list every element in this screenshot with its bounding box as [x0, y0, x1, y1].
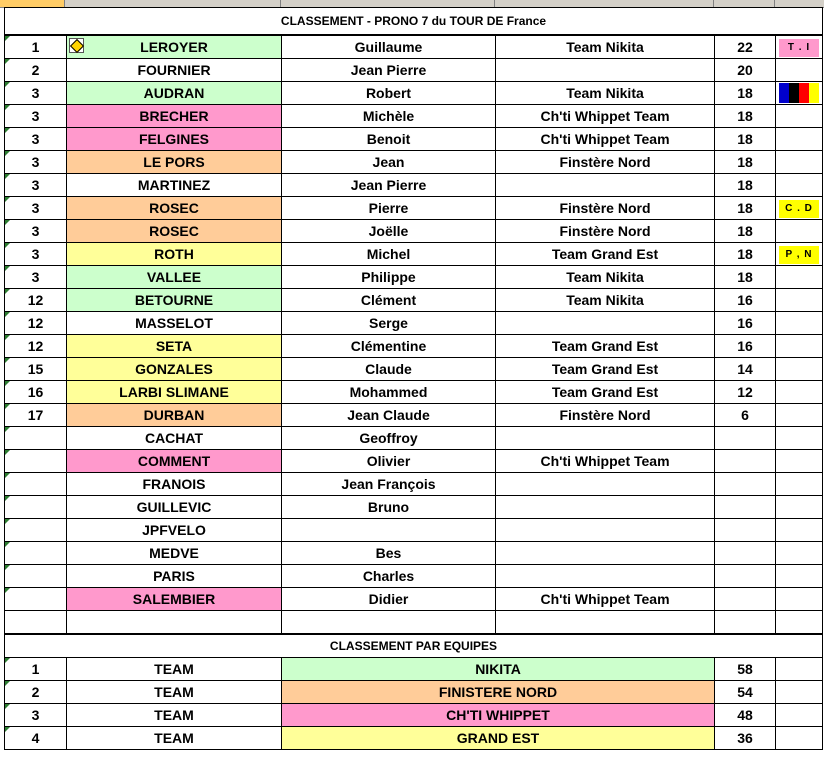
table-row: [5, 381, 823, 404]
table-row: [5, 565, 823, 588]
rank-cell[interactable]: 3: [5, 105, 67, 128]
points-cell[interactable]: 20: [715, 59, 776, 82]
cell-note-marker: [5, 404, 10, 409]
table-row: [5, 427, 823, 450]
page-title: CLASSEMENT - PRONO 7 du TOUR DE France: [5, 8, 823, 36]
badge-cell[interactable]: [776, 197, 823, 220]
team-cell[interactable]: [496, 565, 715, 588]
team-name-cell[interactable]: FINISTERE NORD: [282, 681, 715, 704]
first-name-cell[interactable]: Robert: [282, 82, 496, 105]
team-label-cell[interactable]: TEAM: [67, 658, 282, 681]
team-rank-cell[interactable]: 3: [5, 704, 67, 727]
table-row: [5, 174, 823, 197]
team-cell[interactable]: [496, 312, 715, 335]
badge-cell[interactable]: [776, 496, 823, 519]
team-cell[interactable]: Ch'ti Whippet Team: [496, 450, 715, 473]
rank-cell[interactable]: 16: [5, 381, 67, 404]
cell-note-marker: [5, 450, 10, 455]
team-extra-cell[interactable]: [776, 681, 823, 704]
rank-cell[interactable]: 3: [5, 174, 67, 197]
rank-cell[interactable]: 3: [5, 243, 67, 266]
first-name-cell[interactable]: Charles: [282, 565, 496, 588]
name-cell[interactable]: VALLEE: [67, 266, 282, 289]
rank-cell[interactable]: [5, 519, 67, 542]
points-cell[interactable]: [715, 565, 776, 588]
rank-cell[interactable]: 3: [5, 128, 67, 151]
table-row: [5, 542, 823, 565]
first-name-cell[interactable]: Jean Pierre: [282, 174, 496, 197]
cell-note-marker: [5, 727, 10, 732]
badge-cell[interactable]: [776, 243, 823, 266]
jersey-badge: C . D: [779, 200, 819, 218]
team-cell[interactable]: [496, 59, 715, 82]
badge-cell[interactable]: [776, 519, 823, 542]
name-cell[interactable]: AUDRAN: [67, 82, 282, 105]
rank-cell[interactable]: 17: [5, 404, 67, 427]
team-cell[interactable]: Finstère Nord: [496, 220, 715, 243]
badge-cell[interactable]: [776, 266, 823, 289]
rank-cell[interactable]: 3: [5, 220, 67, 243]
team-cell[interactable]: Team Nikita: [496, 266, 715, 289]
team-cell[interactable]: [496, 519, 715, 542]
team-cell[interactable]: Finstère Nord: [496, 151, 715, 174]
column-header-b[interactable]: [65, 0, 281, 7]
table-row: [5, 404, 823, 427]
rank-cell[interactable]: [5, 588, 67, 611]
cell-note-marker: [5, 82, 10, 87]
cell-note-marker: [5, 542, 10, 547]
cell-note-marker: [5, 128, 10, 133]
badge-cell[interactable]: [776, 335, 823, 358]
name-cell[interactable]: MEDVE: [67, 542, 282, 565]
empty-row: [5, 611, 823, 635]
jersey-colors-icon: [779, 83, 819, 103]
rank-cell[interactable]: [5, 496, 67, 519]
rank-cell[interactable]: 3: [5, 82, 67, 105]
table-row: [5, 473, 823, 496]
rank-cell[interactable]: 2: [5, 59, 67, 82]
first-name-cell[interactable]: Joëlle: [282, 220, 496, 243]
points-cell[interactable]: 18: [715, 197, 776, 220]
name-cell[interactable]: CACHAT: [67, 427, 282, 450]
team-label-cell[interactable]: TEAM: [67, 681, 282, 704]
points-cell[interactable]: [715, 473, 776, 496]
cell-note-marker: [5, 496, 10, 501]
teams-title: CLASSEMENT PAR EQUIPES: [5, 634, 823, 658]
name-cell[interactable]: ROSEC: [67, 197, 282, 220]
name-cell[interactable]: LARBI SLIMANE: [67, 381, 282, 404]
team-name-cell[interactable]: CH'TI WHIPPET: [282, 704, 715, 727]
points-cell[interactable]: [715, 519, 776, 542]
points-cell[interactable]: [715, 588, 776, 611]
badge-cell[interactable]: [776, 450, 823, 473]
table-row: [5, 82, 823, 105]
name-cell[interactable]: MARTINEZ: [67, 174, 282, 197]
team-cell[interactable]: Team Grand Est: [496, 381, 715, 404]
name-cell[interactable]: GUILLEVIC: [67, 496, 282, 519]
column-header-a[interactable]: [0, 0, 65, 7]
table-row: [5, 197, 823, 220]
table-row: [5, 35, 823, 59]
rank-cell[interactable]: 12: [5, 335, 67, 358]
team-name-cell[interactable]: NIKITA: [282, 658, 715, 681]
name-cell[interactable]: MASSELOT: [67, 312, 282, 335]
jersey-badge: T . I: [779, 39, 819, 57]
badge-cell[interactable]: [776, 404, 823, 427]
name-cell[interactable]: COMMENT: [67, 450, 282, 473]
points-cell[interactable]: [715, 427, 776, 450]
first-name-cell[interactable]: Claude: [282, 358, 496, 381]
badge-cell[interactable]: [776, 82, 823, 105]
empty-cell[interactable]: [67, 611, 282, 635]
table-row: [5, 220, 823, 243]
team-rank-cell[interactable]: 4: [5, 727, 67, 750]
first-name-cell[interactable]: Clémentine: [282, 335, 496, 358]
first-name-cell[interactable]: Jean François: [282, 473, 496, 496]
team-cell[interactable]: Finstère Nord: [496, 197, 715, 220]
points-cell[interactable]: 22: [715, 35, 776, 59]
team-extra-cell[interactable]: [776, 704, 823, 727]
name-cell[interactable]: FRANOIS: [67, 473, 282, 496]
points-cell[interactable]: 16: [715, 289, 776, 312]
team-points-cell[interactable]: 54: [715, 681, 776, 704]
badge-cell[interactable]: [776, 588, 823, 611]
first-name-cell[interactable]: Philippe: [282, 266, 496, 289]
column-header-f[interactable]: [775, 0, 824, 7]
cell-note-marker: [5, 381, 10, 386]
table-row: [5, 519, 823, 542]
first-name-cell[interactable]: Olivier: [282, 450, 496, 473]
team-row: [5, 727, 823, 750]
first-name-cell[interactable]: Serge: [282, 312, 496, 335]
name-cell[interactable]: FELGINES: [67, 128, 282, 151]
badge-cell[interactable]: [776, 427, 823, 450]
badge-cell[interactable]: [776, 151, 823, 174]
team-row: [5, 681, 823, 704]
first-name-cell[interactable]: [282, 519, 496, 542]
badge-cell[interactable]: [776, 312, 823, 335]
team-cell[interactable]: Finstère Nord: [496, 404, 715, 427]
warning-icon[interactable]: [69, 38, 84, 53]
team-cell[interactable]: [496, 496, 715, 519]
table-row: [5, 312, 823, 335]
rank-cell[interactable]: [5, 427, 67, 450]
first-name-cell[interactable]: Pierre: [282, 197, 496, 220]
first-name-cell[interactable]: Mohammed: [282, 381, 496, 404]
team-cell[interactable]: [496, 174, 715, 197]
first-name-cell[interactable]: Michel: [282, 243, 496, 266]
team-row: [5, 704, 823, 727]
first-name-cell[interactable]: Bruno: [282, 496, 496, 519]
table-row: [5, 358, 823, 381]
cell-note-marker: [5, 59, 10, 64]
name-cell[interactable]: SETA: [67, 335, 282, 358]
column-header-d[interactable]: [495, 0, 714, 7]
first-name-cell[interactable]: Michèle: [282, 105, 496, 128]
team-name-cell[interactable]: GRAND EST: [282, 727, 715, 750]
team-cell[interactable]: Team Grand Est: [496, 358, 715, 381]
badge-cell[interactable]: [776, 128, 823, 151]
cell-note-marker: [5, 266, 10, 271]
name-cell[interactable]: SALEMBIER: [67, 588, 282, 611]
points-cell[interactable]: 18: [715, 266, 776, 289]
badge-cell[interactable]: [776, 105, 823, 128]
cell-note-marker: [5, 335, 10, 340]
team-cell[interactable]: Team Grand Est: [496, 243, 715, 266]
table-row: [5, 496, 823, 519]
cell-note-marker: [5, 704, 10, 709]
rank-cell[interactable]: 15: [5, 358, 67, 381]
column-header-c[interactable]: [281, 0, 495, 7]
team-cell[interactable]: Ch'ti Whippet Team: [496, 105, 715, 128]
badge-cell[interactable]: [776, 565, 823, 588]
cell-note-marker: [5, 197, 10, 202]
badge-cell[interactable]: [776, 358, 823, 381]
name-cell[interactable]: LE PORS: [67, 151, 282, 174]
badge-cell[interactable]: [776, 289, 823, 312]
empty-cell[interactable]: [5, 611, 67, 635]
jersey-badge: P , N: [779, 246, 819, 264]
cell-note-marker: [5, 588, 10, 593]
rank-cell[interactable]: [5, 565, 67, 588]
name-cell[interactable]: BETOURNE: [67, 289, 282, 312]
table-row: [5, 450, 823, 473]
cell-note-marker: [5, 312, 10, 317]
cell-note-marker: [5, 473, 10, 478]
points-cell[interactable]: 18: [715, 243, 776, 266]
team-cell[interactable]: Ch'ti Whippet Team: [496, 128, 715, 151]
team-row: [5, 658, 823, 681]
spreadsheet: [4, 7, 822, 750]
teams-title-row: [5, 634, 823, 658]
empty-cell[interactable]: [496, 611, 715, 635]
column-header-e[interactable]: [714, 0, 775, 7]
name-cell[interactable]: FOURNIER: [67, 59, 282, 82]
cell-note-marker: [5, 105, 10, 110]
team-rank-cell[interactable]: 2: [5, 681, 67, 704]
first-name-cell[interactable]: Jean Pierre: [282, 59, 496, 82]
table-row: [5, 59, 823, 82]
points-cell[interactable]: 14: [715, 358, 776, 381]
badge-cell[interactable]: [776, 220, 823, 243]
cell-note-marker: [5, 174, 10, 179]
rank-cell[interactable]: [5, 473, 67, 496]
empty-cell[interactable]: [776, 611, 823, 635]
rank-cell[interactable]: 3: [5, 197, 67, 220]
table-row: [5, 151, 823, 174]
points-cell[interactable]: 18: [715, 174, 776, 197]
cell-note-marker: [5, 427, 10, 432]
first-name-cell[interactable]: Bes: [282, 542, 496, 565]
cell-note-marker: [5, 658, 10, 663]
team-cell[interactable]: [496, 473, 715, 496]
table-row: [5, 128, 823, 151]
ranking-table: [4, 7, 823, 750]
name-cell[interactable]: ROTH: [67, 243, 282, 266]
team-points-cell[interactable]: 36: [715, 727, 776, 750]
rank-cell[interactable]: 3: [5, 151, 67, 174]
team-label-cell[interactable]: TEAM: [67, 704, 282, 727]
team-extra-cell[interactable]: [776, 658, 823, 681]
cell-note-marker: [5, 36, 10, 41]
team-cell[interactable]: Team Nikita: [496, 289, 715, 312]
table-row: [5, 289, 823, 312]
points-cell[interactable]: 18: [715, 151, 776, 174]
team-points-cell[interactable]: 48: [715, 704, 776, 727]
table-row: [5, 588, 823, 611]
points-cell[interactable]: 16: [715, 312, 776, 335]
first-name-cell[interactable]: Clément: [282, 289, 496, 312]
team-extra-cell[interactable]: [776, 727, 823, 750]
badge-cell[interactable]: [776, 381, 823, 404]
cell-note-marker: [5, 289, 10, 294]
cell-note-marker: [5, 565, 10, 570]
name-cell[interactable]: PARIS: [67, 565, 282, 588]
team-cell[interactable]: [496, 427, 715, 450]
empty-cell[interactable]: [282, 611, 496, 635]
points-cell[interactable]: 18: [715, 82, 776, 105]
table-row: [5, 266, 823, 289]
first-name-cell[interactable]: Geoffroy: [282, 427, 496, 450]
team-cell[interactable]: Team Grand Est: [496, 335, 715, 358]
points-cell[interactable]: 18: [715, 128, 776, 151]
cell-note-marker: [5, 151, 10, 156]
points-cell[interactable]: 6: [715, 404, 776, 427]
points-cell[interactable]: [715, 450, 776, 473]
cell-note-marker: [5, 681, 10, 686]
team-cell[interactable]: Team Nikita: [496, 35, 715, 59]
name-cell[interactable]: DURBAN: [67, 404, 282, 427]
first-name-cell[interactable]: Didier: [282, 588, 496, 611]
team-label-cell[interactable]: TEAM: [67, 727, 282, 750]
first-name-cell[interactable]: Jean Claude: [282, 404, 496, 427]
points-cell[interactable]: 18: [715, 220, 776, 243]
team-cell[interactable]: Team Nikita: [496, 82, 715, 105]
first-name-cell[interactable]: Jean: [282, 151, 496, 174]
empty-cell[interactable]: [715, 611, 776, 635]
name-cell[interactable]: JPFVELO: [67, 519, 282, 542]
table-row: [5, 243, 823, 266]
points-cell[interactable]: 12: [715, 381, 776, 404]
rank-cell[interactable]: [5, 542, 67, 565]
name-cell[interactable]: LEROYER: [67, 35, 282, 59]
table-row: [5, 335, 823, 358]
cell-note-marker: [5, 220, 10, 225]
cell-note-marker: [5, 358, 10, 363]
rank-cell[interactable]: 12: [5, 289, 67, 312]
badge-cell[interactable]: [776, 35, 823, 59]
cell-note-marker: [5, 519, 10, 524]
rank-cell[interactable]: 12: [5, 312, 67, 335]
points-cell[interactable]: [715, 542, 776, 565]
team-rank-cell[interactable]: 1: [5, 658, 67, 681]
team-points-cell[interactable]: 58: [715, 658, 776, 681]
first-name-cell[interactable]: Benoit: [282, 128, 496, 151]
points-cell[interactable]: [715, 496, 776, 519]
badge-cell[interactable]: [776, 59, 823, 82]
first-name-cell[interactable]: Guillaume: [282, 35, 496, 59]
cell-note-marker: [5, 243, 10, 248]
rank-cell[interactable]: [5, 450, 67, 473]
badge-cell[interactable]: [776, 174, 823, 197]
table-row: [5, 105, 823, 128]
points-cell[interactable]: 16: [715, 335, 776, 358]
team-cell[interactable]: Ch'ti Whippet Team: [496, 588, 715, 611]
badge-cell[interactable]: [776, 473, 823, 496]
badge-cell[interactable]: [776, 542, 823, 565]
rank-cell[interactable]: 3: [5, 266, 67, 289]
rank-cell[interactable]: 1: [5, 35, 67, 59]
name-cell[interactable]: GONZALES: [67, 358, 282, 381]
name-cell[interactable]: ROSEC: [67, 220, 282, 243]
points-cell[interactable]: 18: [715, 105, 776, 128]
name-cell[interactable]: BRECHER: [67, 105, 282, 128]
team-cell[interactable]: [496, 542, 715, 565]
